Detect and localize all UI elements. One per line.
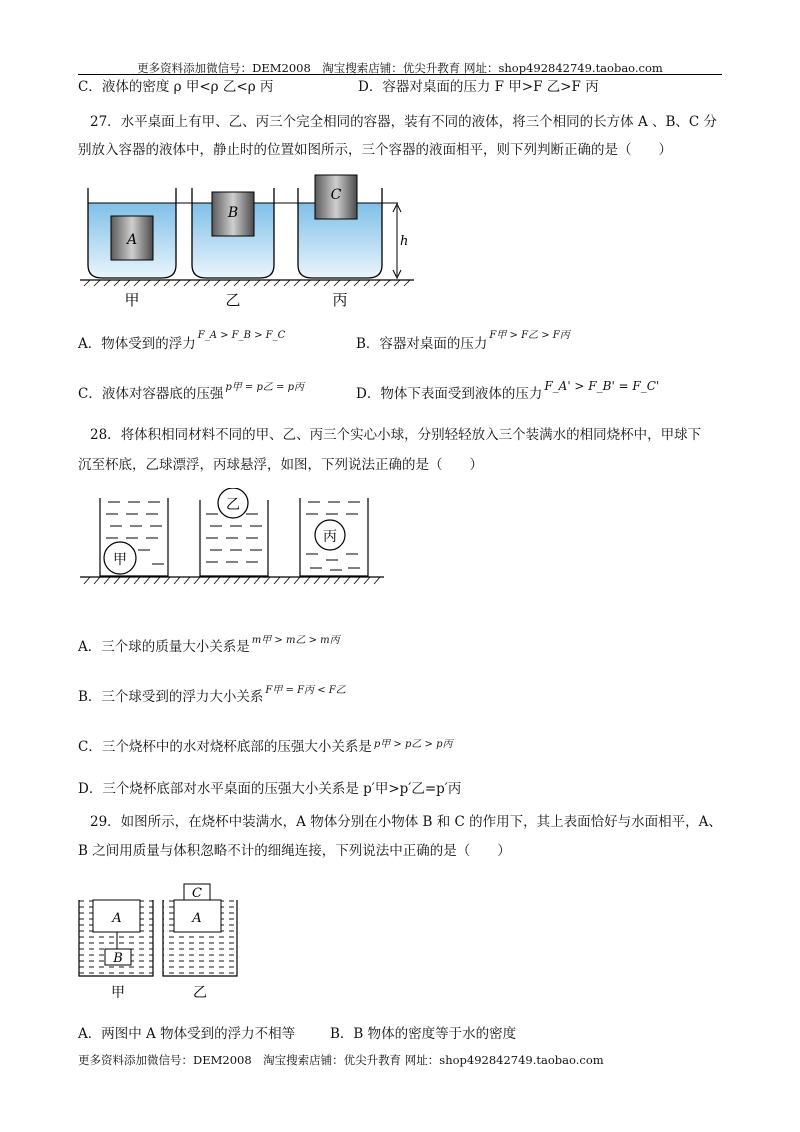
q29-figure	[78, 880, 248, 1005]
q27-figure	[78, 170, 418, 310]
block-a-label: A	[126, 232, 138, 248]
q29-option-b: B．B 物体的密度等于水的密度	[330, 1026, 517, 1042]
q28-option-c: C．三个烧杯中的水对烧杯底部的压强大小关系是 $^{p甲 > p乙 > p丙}$	[78, 739, 453, 755]
q28-option-a-formula: m甲 > m乙 > m丙	[251, 635, 340, 646]
q29-option-a: A．两图中 A 物体受到的浮力不相等	[78, 1026, 296, 1042]
q27-option-c: C．液体对容器底的压强 $^{p甲 = p乙 = p丙}$	[78, 382, 305, 402]
header-rule	[78, 74, 722, 75]
ground-hatch	[84, 280, 410, 286]
q27-stem-line1: 27．水平桌面上有甲、乙、丙三个完全相同的容器，装有不同的液体，将三个相同的长方体 A 、B、C 分	[90, 114, 718, 130]
q27-option-b: B．容器对桌面的压力$^{F甲 > F乙 > F丙}$	[356, 330, 570, 352]
q28-option-a: A．三个球的质量大小关系是 $^{m甲 > m乙 > m丙}$	[78, 635, 340, 655]
object-a-yi-label: A	[192, 911, 202, 926]
q27-option-a-formula: F_A > F_B > F_C	[197, 330, 286, 341]
container-yi-label: 乙	[225, 291, 241, 309]
q28-stem-line1: 28．将体积相同材料不同的甲、乙、丙三个实心小球，分别轻轻放入三个装满水的相同烧杯中，甲球下	[90, 427, 702, 443]
ground-hatch	[84, 577, 380, 584]
q27-stem-line2: 别放入容器的液体中，静止时的位置如图所示，三个容器的液面相平，则下列判断正确的是（ ）	[78, 142, 672, 158]
q28-option-b: B．三个球受到的浮力大小关系 $^{F甲 = F丙 < F乙}$	[78, 685, 346, 705]
container-jia-label: 甲	[124, 291, 140, 309]
height-label: h	[400, 234, 409, 249]
q28-option-c-formula: p甲 > p乙 > p丙	[373, 739, 453, 750]
beaker-jia-label: 甲	[111, 985, 125, 1001]
q27-option-d: D．物体下表面受到液体的压力 F_A' > F_B' = F_C'	[356, 379, 660, 402]
q29-stem-line2: B 之间用质量与体积忽略不计的细绳连接，下列说法中正确的是（ ）	[78, 843, 511, 859]
q28-option-d: D．三个烧杯底部对水平桌面的压强大小关系是 p′甲>p′乙=p′丙	[78, 781, 462, 797]
q27-option-d-formula: F_A' > F_B' = F_C'	[544, 379, 660, 393]
object-b-label: B	[113, 951, 123, 966]
q28-figure	[78, 488, 388, 588]
q27-option-c-formula: p甲 = p乙 = p丙	[225, 382, 305, 393]
container-bing-label: 丙	[332, 291, 348, 309]
block-b-label: B	[227, 205, 239, 221]
ball-yi-label: 乙	[226, 497, 240, 513]
q28-option-b-formula: F甲 = F丙 < F乙	[265, 685, 346, 696]
q29-stem-line1: 29．如图所示，在烧杯中装满水，A 物体分别在小物体 B 和 C 的作用下，其上表面恰好与水面相平，A、	[90, 814, 722, 830]
ball-jia-label: 甲	[113, 552, 127, 568]
prev-option-d: D．容器对桌面的压力 F 甲>F 乙>F 丙	[358, 79, 599, 95]
q28-stem-line2: 沉至杯底，乙球漂浮，丙球悬浮，如图，下列说法正确的是（ ）	[78, 457, 483, 473]
page-footer: 更多资料添加微信号：DEM2008 淘宝搜索店铺：优尖升教育 网址：shop492842749.taobao.com	[78, 1053, 604, 1067]
q27-option-a: A．物体受到的浮力$^{F\_A > F\_B > F\_C}$	[78, 330, 286, 352]
ball-bing-label: 丙	[323, 529, 337, 545]
object-c-label: C	[192, 886, 202, 901]
object-a-jia-label: A	[112, 911, 122, 926]
block-c-label: C	[330, 187, 342, 203]
prev-option-c: C．液体的密度 ρ 甲<ρ 乙<ρ 丙	[78, 79, 274, 95]
beaker-yi-label: 乙	[193, 985, 207, 1001]
page-header: 更多资料添加微信号：DEM2008 淘宝搜索店铺：优尖升教育 网址：shop492842749.taobao.com	[137, 61, 663, 75]
q27-option-b-formula: F甲 > F乙 > F丙	[489, 330, 570, 341]
